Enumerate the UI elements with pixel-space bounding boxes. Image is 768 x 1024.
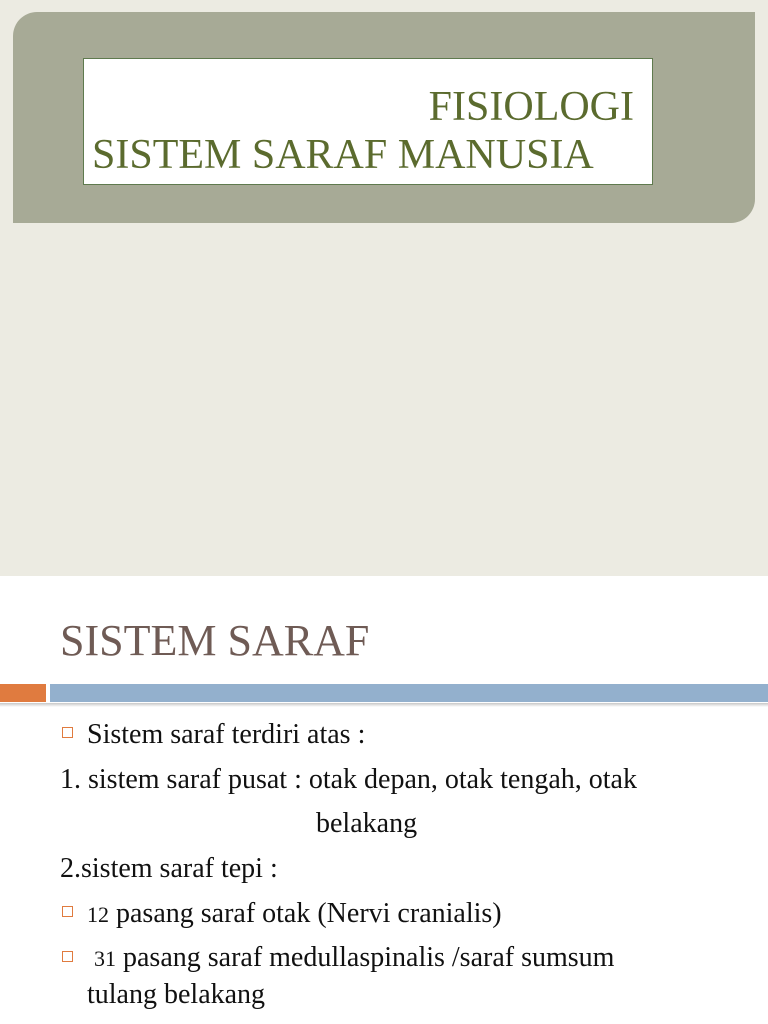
accent-bar-shadow bbox=[0, 703, 768, 707]
square-bullet-icon bbox=[62, 951, 73, 962]
slide-heading: SISTEM SARAF bbox=[60, 616, 370, 665]
title-line-1: FISIOLOGI bbox=[428, 84, 634, 130]
bullet-text-body: pasang saraf otak (Nervi cranialis) bbox=[109, 898, 502, 929]
bullet-text bbox=[87, 897, 502, 932]
list-item-1-continuation: belakang bbox=[316, 808, 418, 839]
title-box bbox=[83, 58, 653, 185]
list-item-1: 1. sistem saraf pusat : otak depan, otak tengah, otak bbox=[60, 764, 637, 795]
bullet-text: Sistem saraf terdiri atas : bbox=[87, 719, 366, 750]
content-slide bbox=[0, 576, 768, 1024]
bullet-text-continuation: tulang belakang bbox=[87, 979, 266, 1010]
title-line-2: SISTEM SARAF MANUSIA bbox=[92, 132, 594, 178]
list-item-2: 2.sistem saraf tepi : bbox=[60, 853, 278, 884]
bullet-text bbox=[87, 941, 614, 976]
accent-bar-orange bbox=[0, 684, 46, 702]
square-bullet-icon bbox=[62, 727, 73, 738]
square-bullet-icon bbox=[62, 906, 73, 917]
bullet-number: 12 bbox=[87, 902, 109, 927]
accent-bar-blue bbox=[50, 684, 768, 702]
bullet-number: 31 bbox=[94, 946, 116, 971]
bullet-text-body: pasang saraf medullaspinalis /saraf sumsum bbox=[116, 942, 615, 973]
